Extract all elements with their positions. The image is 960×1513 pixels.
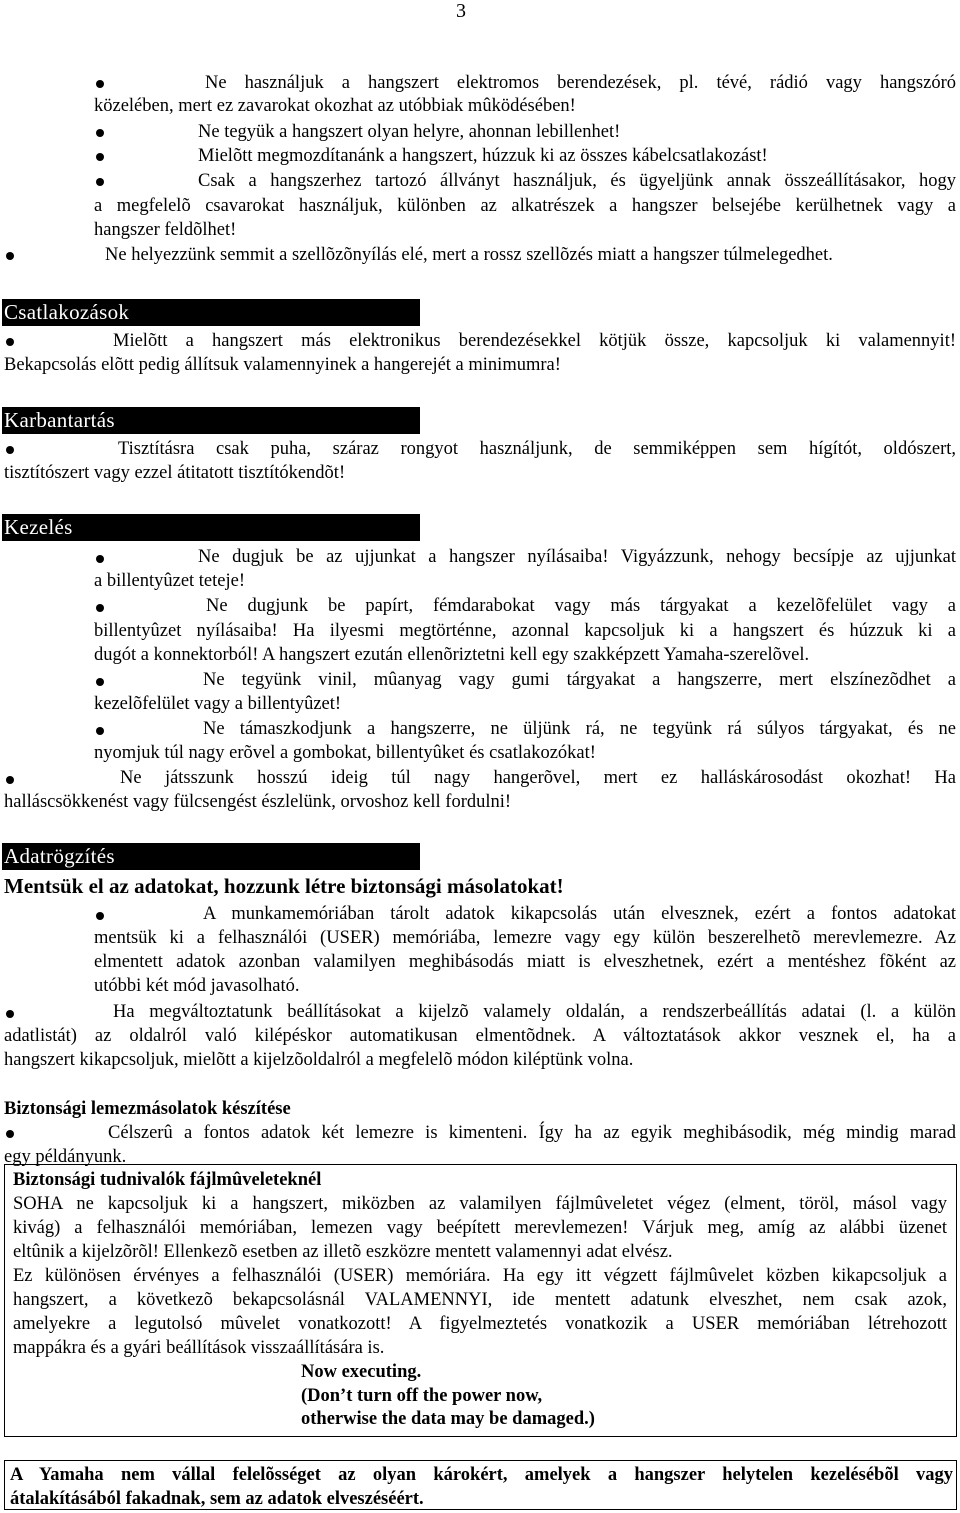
display-message: Now executing. (301, 1362, 422, 1382)
bullet (6, 1130, 14, 1138)
bullet (96, 153, 104, 161)
text-line: mappákra és a gyári beállítások visszaállítására is. (13, 1338, 385, 1358)
text-line: Célszerû a fontos adatok két lemezre is kimenteni. Így ha az egyik meghibásodik, még mindig marad (108, 1123, 956, 1143)
text-line: Mielõtt a hangszert más elektronikus berendezésekkel kötjük össze, kapcsoljuk ki valamennyit! (113, 331, 956, 351)
text-line: Ne dugjuk be az ujjunkat a hangszer nyílásaiba! Vigyázzunk, nehogy becsípje az ujjunkat (198, 547, 956, 567)
text-line: hangszert kikapcsoljuk, mielõtt a kijelzõoldalról a megfelelõ módon kiléptünk volna. (4, 1050, 634, 1070)
bullet (6, 776, 14, 784)
text-line: Ne tegyünk vinil, mûanyag vagy gumi tárgyakat a hangszerre, mert elszínezõdhet a (203, 670, 956, 690)
display-message: otherwise the data may be damaged.) (301, 1409, 595, 1429)
text-line: Ha megváltoztatunk beállításokat a kijelzõ valamely oldalán, a rendszerbeállítás adatai (l. a külön (113, 1002, 956, 1022)
bullet (6, 1010, 14, 1018)
display-message: (Don’t turn off the power now, (301, 1386, 543, 1406)
text-line: kezelõfelület vagy a billentyûzet! (94, 694, 342, 714)
text-line: A munkamemóriában tárolt adatok kikapcsolás után elvesznek, ezért a fontos adatokat (203, 904, 956, 924)
bullet (96, 727, 104, 735)
text-line: A Yamaha nem vállal felelõsséget az olyan károkért, amelyek a hangszer helytelen kezelésébõl vagy (10, 1465, 953, 1485)
text-line: tisztítószert vagy ezzel átitatott tisztítókendõt! (4, 463, 346, 483)
section-heading-csatlakozasok: Csatlakozások (2, 299, 420, 326)
text-line: Ez különösen érvényes a felhasználói (USER) memóriára. Ha egy itt végzett fájlmûvelet közben kikapcsoljuk a (13, 1266, 947, 1286)
text-line: Bekapcsolás elõtt pedig állítsuk valamennyinek a hangerejét a minimumra! (4, 355, 561, 375)
section-heading-kezeles: Kezelés (2, 514, 420, 541)
text-line: egy példányunk. (4, 1147, 127, 1167)
text-line: mentsük ki a felhasználói (USER) memóriába, lemezre vagy egy külön beszerelhetõ merevlemezre. Az (94, 928, 956, 948)
bullet (96, 555, 104, 563)
text-line: dugót a konnektorból! A hangszert ezután ellenõriztetni kell egy szakképzett Yamaha-szerelõvel. (94, 645, 810, 665)
section-heading-adatrogzites: Adatrögzítés (2, 843, 420, 870)
text-line: utóbbi két mód javasolható. (94, 976, 300, 996)
text-line: a billentyûzet teteje! (94, 571, 246, 591)
text-line: Ne dugjunk be papírt, fémdarabokat vagy más tárgyakat a kezelõfelület vagy a (206, 596, 956, 616)
text-line: Ne helyezzünk semmit a szellõzõnyílás elé, mert a rossz szellõzés miatt a hangszer túlmelegedhet. (105, 245, 833, 265)
text-line: hangszer feldõlhet! (94, 220, 237, 240)
text-line: eltûnik a kijelzõrõl! Ellenkezõ esetben az illetõ eszközre mentett valamennyi adat elvész. (13, 1242, 673, 1262)
text-line: hangszert, a következõ bekapcsolásnál VALAMENNYI, ide mentett adatunk elveszhet, nem csak azok, (13, 1290, 947, 1310)
section-subtitle: Mentsük el az adatokat, hozzunk létre biztonsági másolatokat! (4, 874, 564, 898)
bullet (6, 446, 14, 454)
bullet (6, 338, 14, 346)
text-line: Ne játsszunk hosszú ideig túl nagy hangerõvel, mert ez halláskárosodást okozhat! Ha (120, 768, 956, 788)
text-line: a megfelelõ csavarokat használjuk, különben az alkatrészek a hangszer belsejébe kerülhetnek vagy a (94, 196, 956, 216)
bullet (96, 129, 104, 137)
section-heading-karbantartas: Karbantartás (2, 407, 420, 434)
text-line: közelében, mert ez zavarokat okozhat az utóbbiak mûködésében! (94, 96, 576, 116)
text-line: Csak a hangszerhez tartozó állványt használjuk, és ügyeljünk annak összeállításakor, hogy (198, 171, 956, 191)
text-line: SOHA ne kapcsoljuk ki a hangszert, miközben az valamilyen fájlmûveletet végez (elment, töröl, másol vagy (13, 1194, 947, 1214)
subheading-biztonsagi: Biztonsági lemezmásolatok készítése (4, 1099, 291, 1119)
text-line: adatlistát) az oldalról való kilépéskor automatikusan elmentõdnek. A változtatások akkor vesznek el, ha a (4, 1026, 956, 1046)
text-line: halláscsökkenést vagy fülcsengést észlelünk, orvoshoz kell fordulni! (4, 792, 512, 812)
text-line: Mielõtt megmozdítanánk a hangszert, húzzuk ki az összes kábelcsatlakozást! (198, 146, 768, 166)
text-line: Ne tegyük a hangszert olyan helyre, ahonnan lebillenhet! (198, 122, 621, 142)
bullet (96, 178, 104, 186)
text-line: Ne támaszkodjunk a hangszerre, ne üljünk rá, ne tegyünk rá súlyos tárgyakat, és ne (203, 719, 956, 739)
bullet (96, 678, 104, 686)
bullet (96, 912, 104, 920)
text-line: billentyûzet nyílásaiba! Ha ilyesmi megtörténne, azonnal kapcsoljuk ki a hangszert és húzzuk ki a (94, 621, 956, 641)
bullet (96, 604, 104, 612)
warning-box-title: Biztonsági tudnivalók fájlmûveleteknél (13, 1170, 322, 1190)
text-line: kivág) a felhasználói memóriában, lemezen vagy beépített merevlemezen! Várjuk meg, amíg az alábbi üzenet (13, 1218, 947, 1238)
text-line: nyomjuk túl nagy erõvel a gombokat, billentyûket és csatlakozókat! (94, 743, 596, 763)
text-line: átalakításából fakadnak, sem az adatok elveszéséért. (10, 1489, 424, 1509)
bullet (6, 252, 14, 260)
bullet (96, 80, 104, 88)
text-line: amelyekre a legutolsó mûvelet vonatkozott! A figyelmeztetés vonatkozik a USER memóriában létrehozott (13, 1314, 947, 1334)
text-line: Tisztításra csak puha, száraz rongyot használjunk, de semmiképpen sem hígítót, oldószert, (118, 439, 956, 459)
page-number: 3 (456, 0, 466, 22)
text-line: elmentett adatok azonban valamilyen meghibásodás miatt is elveszhetnek, ezért a mentéshez fõként az (94, 952, 956, 972)
text-line: Ne használjuk a hangszert elektromos berendezések, pl. tévé, rádió vagy hangszóró (205, 73, 956, 93)
